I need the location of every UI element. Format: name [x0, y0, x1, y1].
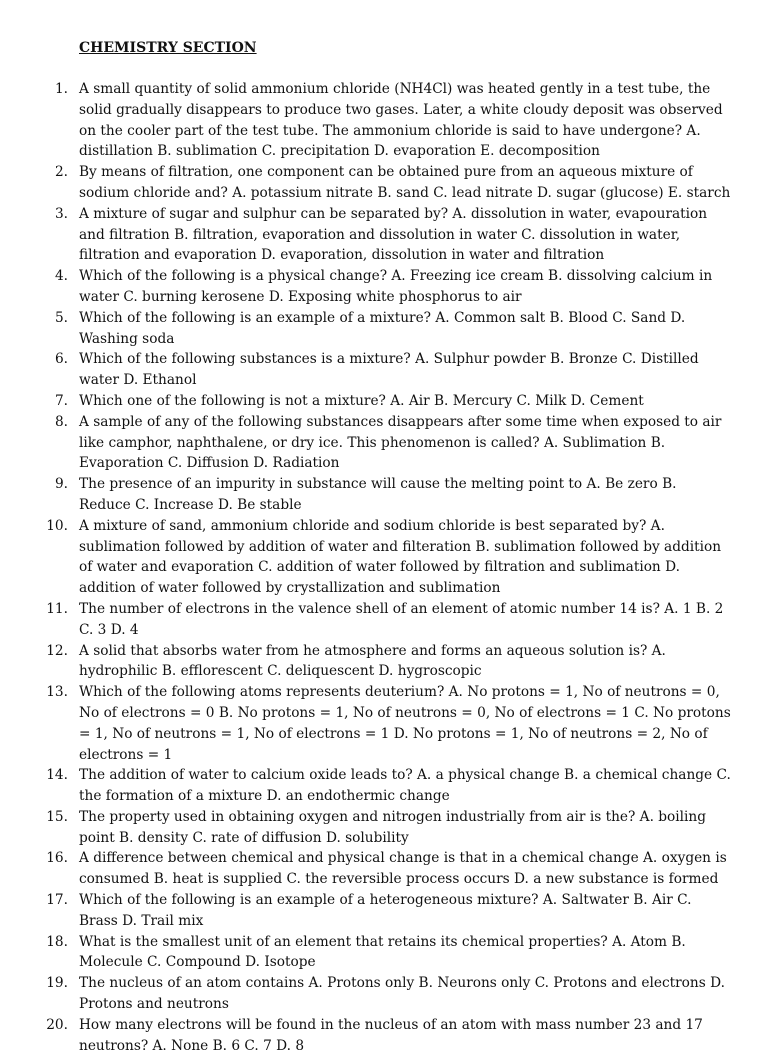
question-text: Which of the following substances is a mixture? A. Sulphur powder B. Bronze C. Distilled water D. Ethanol	[79, 351, 699, 389]
question-text: Which of the following is an example of a mixture? A. Common salt B. Blood C. Sand D. Washing soda	[79, 309, 686, 347]
question-item	[0, 349, 731, 391]
question-text: A mixture of sugar and sulphur can be separated by? A. dissolution in water, evapouration and filtration B. filtration, evaporation and dissolution in water C. dissolution in water, filtration and evaporation D. evaporation, dissolution in water and filtration	[79, 205, 708, 264]
question-item	[0, 807, 731, 849]
question-text: The presence of an impurity in substance will cause the melting point to A. Be zero B. Reduce C. Increase D. Be stable	[79, 476, 677, 513]
question-text: Which of the following is an example of a heterogeneous mixture? A. Saltwater B. Air C. Brass D. Trail mix	[79, 892, 692, 929]
question-item	[0, 391, 731, 412]
question-item	[0, 599, 731, 641]
question-item	[0, 1015, 731, 1056]
question-item	[0, 162, 731, 204]
question-number: 8.	[54, 413, 68, 430]
question-item	[0, 516, 731, 599]
question-text: The addition of water to calcium oxide leads to? A. a physical change B. a chemical change C. the formation of a mixture D. an endothermic change	[79, 767, 731, 805]
question-number: 1.	[54, 81, 68, 97]
question-item	[0, 266, 731, 308]
question-number: 10.	[46, 517, 68, 534]
question-text: The nucleus of an atom contains A. Protons only B. Neurons only C. Protons and electrons D. Protons and neutrons	[79, 975, 725, 1013]
question-number: 15.	[46, 808, 68, 825]
question-number: 20.	[46, 1016, 68, 1033]
question-number: 2.	[54, 164, 68, 181]
question-text: The number of electrons in the valence shell of an element of atomic number 14 is? A. 1 B. 2 C. 3 D. 4	[79, 600, 724, 638]
question-item	[0, 765, 731, 807]
question-item	[0, 474, 731, 516]
question-number: 5.	[54, 309, 68, 326]
question-text: A sample of any of the following substances disappears after some time when exposed to air like camphor, naphthalene, or dry ice. This phenomenon is called? A. Sublimation B. Evaporation C. Diffusion D. Radiation	[79, 413, 722, 472]
question-item	[0, 890, 731, 932]
question-number: 9.	[54, 476, 68, 493]
question-number: 16.	[46, 850, 68, 867]
question-text: How many electrons will be found in the nucleus of an atom with mass number 23 and 17 neutrons? A. None B. 6 C. 7 D. 8	[79, 1016, 703, 1054]
question-number: 18.	[46, 933, 68, 950]
question-number: 6.	[54, 351, 68, 368]
question-number: 12.	[46, 642, 68, 659]
question-number: 11.	[46, 600, 68, 617]
question-text: The property used in obtaining oxygen and nitrogen industrially from air is the? A. boiling point B. density C. rate of diffusion D. solubility	[79, 808, 706, 846]
question-text: Which of the following is a physical change? A. Freezing ice cream B. dissolving calcium in water C. burning kerosene D. Exposing white phosphorus to air	[79, 268, 713, 305]
question-number: 3.	[54, 205, 68, 222]
section-title: CHEMISTRY SECTION	[79, 40, 257, 56]
question-item	[0, 641, 731, 683]
question-item	[0, 682, 731, 765]
question-text: A solid that absorbs water from he atmosphere and forms an aqueous solution is? A. hydrophilic B. efflorescent C. deliquescent D. hygroscopic	[79, 642, 666, 680]
question-text: A mixture of sand, ammonium chloride and sodium chloride is best separated by? A. sublimation followed by addition of water and filteration B. sublimation followed by addition of water and evaporation C. addition of water followed by filtration and sublimation D. addition of water followed by crystallization and sublimation	[79, 517, 722, 597]
question-text: A small quantity of solid ammonium chloride (NH4Cl) was heated gently in a test tube, the solid gradually disappears to produce two gases. Later, a white cloudy deposit was observed on the cooler part of the test tube. The ammonium chloride is said to have undergone? A. distillation B. sublimation C. precipitation D. evaporation E. decomposition	[79, 81, 723, 160]
question-text: A difference between chemical and physical change is that in a chemical change A. oxygen is consumed B. heat is supplied C. the reversible process occurs D. a new substance is formed	[79, 850, 727, 888]
question-item	[0, 848, 731, 890]
question-number: 19.	[46, 975, 68, 992]
question-item	[0, 412, 731, 474]
question-item	[0, 308, 731, 350]
question-number: 14.	[46, 767, 68, 784]
question-item	[0, 973, 731, 1015]
question-text: What is the smallest unit of an element that retains its chemical properties? A. Atom B. Molecule C. Compound D. Isotope	[79, 933, 686, 971]
question-item	[0, 79, 731, 162]
question-text: By means of filtration, one component can be obtained pure from an aqueous mixture of sodium chloride and? A. potassium nitrate B. sand C. lead nitrate D. sugar (glucose) E. starch	[79, 164, 731, 201]
question-list	[0, 79, 768, 1056]
question-text: Which of the following atoms represents deuterium? A. No protons = 1, No of neutrons = 0, No of electrons = 0 B. No protons = 1, No of neutrons = 0, No of electrons = 1 C. No protons = 1, No of neutrons = 1, No of electrons = 1 D. No protons = 1, No of neutrons = 2, No of electrons = 1	[79, 684, 731, 763]
question-number: 7.	[54, 392, 68, 409]
question-text: Which one of the following is not a mixture? A. Air B. Mercury C. Milk D. Cement	[79, 392, 644, 409]
question-item	[0, 932, 731, 974]
question-number: 17.	[46, 892, 68, 909]
question-item	[0, 204, 731, 266]
question-number: 13.	[46, 684, 68, 701]
question-number: 4.	[54, 268, 68, 285]
